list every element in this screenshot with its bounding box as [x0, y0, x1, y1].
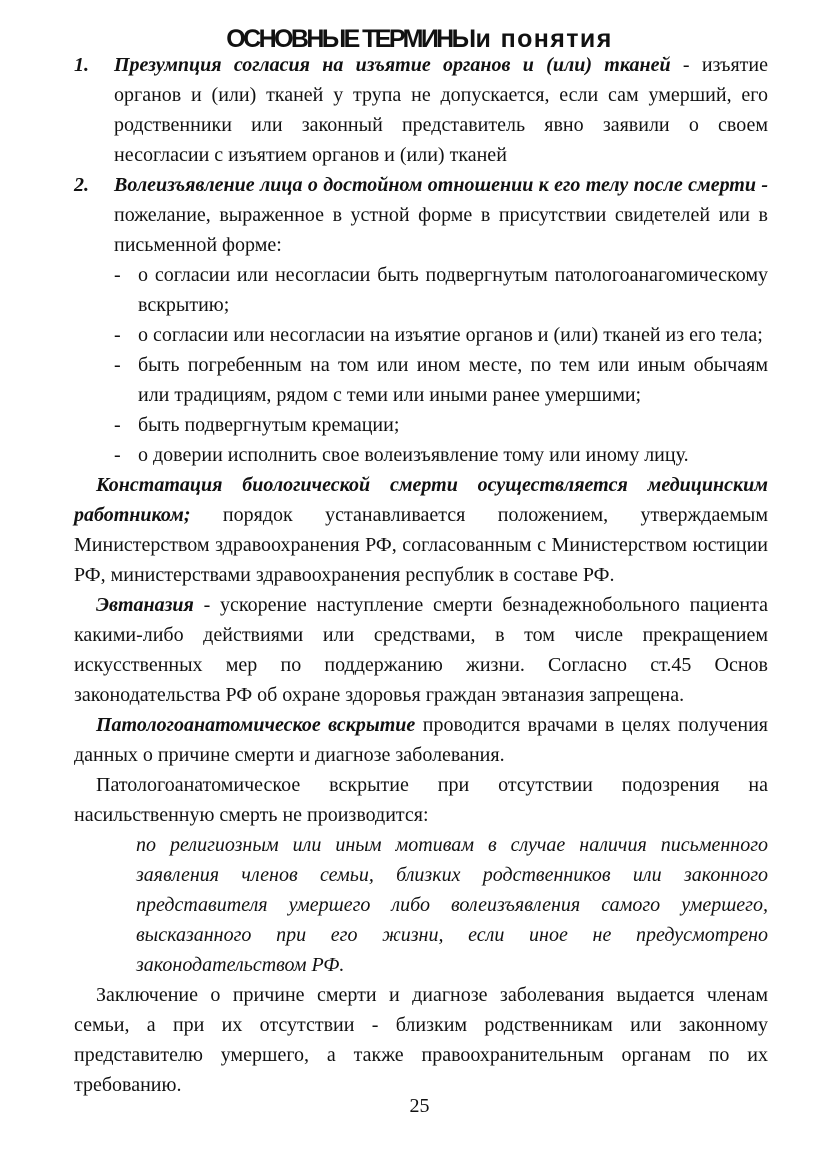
paragraph-term: Эвтаназия — [96, 594, 194, 616]
list-item — [114, 440, 768, 470]
list-item-text: о доверии исполнить свое волеизъявление тому или иному лицу. — [138, 444, 689, 466]
quote-block: по религиозным или иным мотивам в случае наличия письменного заявления членов семьи, близких родственников или законного представителя умершего либо волеизъявления самого умершего, высказанного при его жизни, если иное не предусмотрено законодательством РФ. — [136, 834, 768, 976]
item-term: Волеизъявление лица о достойном отношении к его телу после смерти - — [114, 174, 768, 196]
bullet-list — [74, 260, 768, 470]
list-item — [114, 320, 768, 350]
item-text — [114, 50, 768, 170]
list-item — [114, 350, 768, 410]
title-main: ОСНОВНЫЕ ТЕРМИНЫ — [226, 25, 474, 53]
list-item-text: быть подвергнутым кремации; — [138, 414, 400, 436]
item-definition: пожелание, выраженное в устной форме в присутствии свидетелей или в письменной форме: — [114, 204, 768, 256]
list-item-text: быть погребенным на том или ином месте, по тем или иным обычаям или традициям, рядом с теми или иными ранее умершими; — [138, 354, 768, 406]
paragraph-term: Патологоанатомическое вскрытие — [96, 714, 416, 736]
list-item-text: о согласии или несогласии быть подвергнутым патологоанагомическому вскрытию; — [138, 264, 768, 316]
dash-marker: - — [114, 444, 121, 466]
paragraph-euthanasia — [74, 590, 768, 710]
paragraph-biological-death — [74, 470, 768, 590]
paragraph-autopsy-exception: Патологоанатомическое вскрытие при отсутствии подозрения на насильственную смерть не производится: — [74, 774, 768, 826]
paragraph-autopsy — [74, 710, 768, 770]
numbered-item-1 — [74, 50, 768, 170]
paragraph-text: проводится врачами в целях получения данных о причине смерти и диагнозе заболевания. — [74, 714, 768, 766]
list-item — [114, 410, 768, 440]
item-text — [114, 170, 768, 260]
paragraph-text: - ускорение наступление смерти безнадежнобольного пациента какими-либо действиями или средствами, в том числе прекращением искусственных мер по поддержанию жизни. Согласно ст.45 Основ законодательства РФ об охране здоровья граждан эвтаназия запрещена. — [74, 594, 768, 706]
dash-marker: - — [114, 354, 121, 376]
dash-marker: - — [114, 414, 121, 436]
list-item-text: о согласии или несогласии на изъятие органов и (или) тканей из его тела; — [138, 324, 763, 346]
title-sub: и понятия — [475, 25, 613, 53]
item-number: 2. — [74, 174, 89, 196]
numbered-item-2 — [74, 170, 768, 260]
dash-marker: - — [114, 324, 121, 346]
item-definition: - изъятие органов и (или) тканей у трупа не допускается, если сам умерший, его родственники или законный представитель явно заявили о своем несогласии с изъятием органов и (или) тканей — [114, 54, 768, 166]
paragraph-text: порядок устанавливается положением, утверждаемым Министерством здравоохранения РФ, согласованным с Министерством юстиции РФ, министерствами здравоохранения республик в составе РФ. — [74, 504, 768, 586]
list-item — [114, 260, 768, 320]
page-number: 25 — [409, 1095, 430, 1117]
dash-marker: - — [114, 264, 121, 286]
item-term: Презумпция согласия на изъятие органов и (или) тканей — [114, 54, 671, 76]
paragraph-term: Констатация биологической смерти осуществляется медицинским работником; — [74, 474, 768, 526]
document-body — [74, 50, 768, 1100]
item-number: 1. — [74, 54, 89, 76]
paragraph-conclusion: Заключение о причине смерти и диагнозе заболевания выдается членам семьи, а при их отсутствии - близким родственникам или законному представителю умершего, а также правоохранительным органам по их требованию. — [74, 984, 768, 1096]
